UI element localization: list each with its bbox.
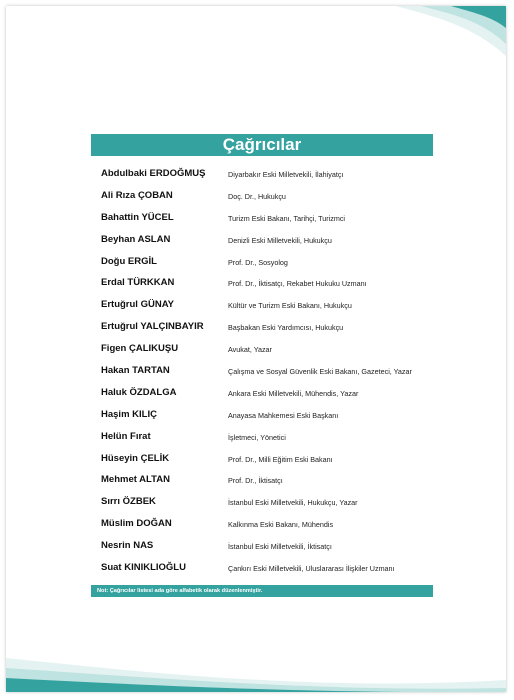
- person-role: Denizli Eski Milletvekili, Hukukçu: [228, 235, 332, 245]
- list-item: [101, 317, 446, 339]
- list-item: [101, 449, 446, 471]
- page-title: Çağrıcılar: [91, 134, 433, 156]
- person-role: Çankırı Eski Milletvekili, Uluslararası İlişkiler Uzmanı: [228, 564, 395, 574]
- decorative-wave-top-right: [376, 6, 506, 66]
- person-name: Haşim KILIÇ: [101, 408, 157, 420]
- person-name: Figen ÇALIKUŞU: [101, 343, 179, 355]
- person-role: İstanbul Eski Milletvekili, Hukukçu, Yazar: [228, 498, 358, 508]
- person-name: Haluk ÖZDALGA: [101, 386, 177, 398]
- person-name: Ertuğrul YALÇINBAYIR: [101, 321, 204, 333]
- list-item: [101, 273, 446, 295]
- person-name: Beyhan ASLAN: [101, 233, 171, 245]
- list-item: [101, 295, 446, 317]
- person-name: Suat KINIKLIOĞLU: [101, 562, 186, 574]
- person-name: Mehmet ALTAN: [101, 474, 170, 486]
- person-role: Prof. Dr., İktisatçı, Rekabet Hukuku Uzmanı: [228, 279, 367, 289]
- list-item: [101, 492, 446, 514]
- list-item: [101, 361, 446, 383]
- person-role: Diyarbakır Eski Milletvekili, İlahiyatçı: [228, 170, 344, 179]
- person-role: Doç. Dr., Hukukçu: [228, 191, 286, 201]
- list-item: [101, 383, 446, 405]
- person-role: Başbakan Eski Yardımcısı, Hukukçu: [228, 323, 344, 333]
- person-name: Ali Rıza ÇOBAN: [101, 189, 173, 201]
- person-role: İstanbul Eski Milletvekili, İktisatçı: [228, 542, 332, 552]
- person-role: Prof. Dr., Sosyolog: [228, 257, 288, 267]
- caller-list: [101, 164, 446, 580]
- list-item: [101, 427, 446, 449]
- person-name: Müslim DOĞAN: [101, 518, 172, 530]
- person-role: Turizm Eski Bakanı, Tarihçi, Turizmci: [228, 213, 346, 223]
- person-name: Sırrı ÖZBEK: [101, 496, 156, 508]
- list-item: [101, 252, 446, 274]
- person-name: Bahattin YÜCEL: [101, 211, 174, 223]
- person-role: Prof. Dr., İktisatçı: [228, 476, 283, 486]
- person-name: Abdulbaki ERDOĞMUŞ: [101, 168, 206, 179]
- list-item: [101, 339, 446, 361]
- person-role: Prof. Dr., Milli Eğitim Eski Bakanı: [228, 454, 333, 464]
- list-item: [101, 470, 446, 492]
- list-item: [101, 186, 446, 208]
- list-item: [101, 164, 446, 186]
- person-name: Ertuğrul GÜNAY: [101, 299, 175, 311]
- person-role: Ankara Eski Milletvekili, Mühendis, Yazar: [228, 388, 359, 398]
- list-item: [101, 514, 446, 536]
- list-item: [101, 208, 446, 230]
- person-role: Anayasa Mahkemesi Eski Başkanı: [228, 410, 339, 420]
- list-item: [101, 230, 446, 252]
- person-role: Avukat, Yazar: [228, 345, 272, 355]
- decorative-wave-bottom: [6, 652, 506, 692]
- person-role: Kalkınma Eski Bakanı, Mühendis: [228, 520, 334, 530]
- person-name: Helün Fırat: [101, 430, 151, 442]
- list-item: [101, 536, 446, 558]
- person-name: Erdal TÜRKKAN: [101, 277, 175, 289]
- person-name: Doğu ERGİL: [101, 255, 157, 267]
- document-page: [6, 6, 506, 692]
- list-item: [101, 558, 446, 580]
- person-name: Nesrin NAS: [101, 540, 154, 552]
- list-item: [101, 405, 446, 427]
- footnote: Not: Çağrıcılar listesi ada göre alfabetik olarak düzenlenmiştir.: [91, 585, 433, 597]
- person-role: Çalışma ve Sosyal Güvenlik Eski Bakanı, Gazeteci, Yazar: [228, 367, 412, 377]
- person-name: Hakan TARTAN: [101, 365, 170, 377]
- person-role: İşletmeci, Yönetici: [228, 432, 286, 442]
- person-name: Hüseyin ÇELİK: [101, 452, 170, 464]
- person-role: Kültür ve Turizm Eski Bakanı, Hukukçu: [228, 301, 352, 311]
